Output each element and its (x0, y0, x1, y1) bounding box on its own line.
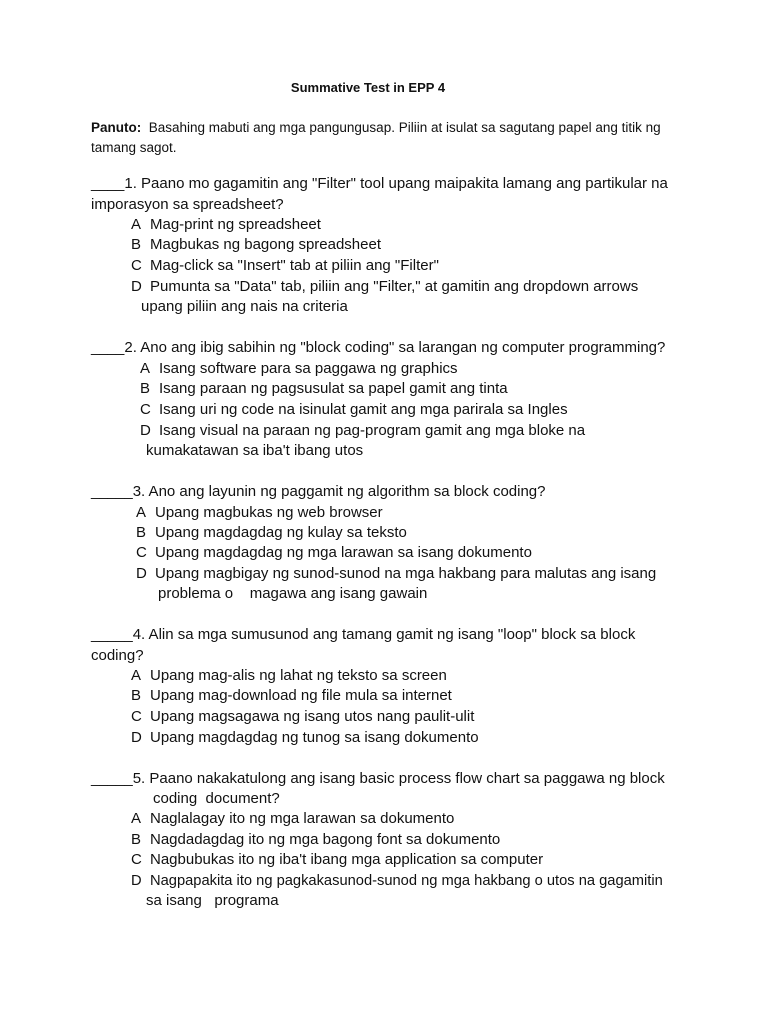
question-4-option-d (131, 728, 479, 749)
instructions-line-1 (91, 118, 691, 138)
option-letter: C (131, 851, 142, 868)
option-letter: C (131, 708, 142, 725)
option-text: Upang mag-alis ng lahat ng teksto sa screen (150, 667, 447, 684)
question-1-option-b (131, 235, 381, 256)
option-letter: A (131, 810, 142, 827)
question-1-text: ____1. Paano mo gagamitin ang "Filter" tool upang maipakita lamang ang partikular na (91, 175, 668, 192)
option-letter: B (131, 687, 142, 704)
question-4-text-continued: coding? (91, 647, 144, 664)
question-3-option-d-continued: problema o magawa ang isang gawain (158, 585, 428, 602)
question-3-option-d (136, 564, 656, 585)
option-letter: A (131, 667, 142, 684)
option-text: Upang magbigay ng sunod-sunod na mga hakbang para malutas ang isang (155, 565, 657, 582)
option-letter: C (136, 544, 147, 561)
question-2-text: ____2. Ano ang ibig sabihin ng "block coding" sa larangan ng computer programming? (91, 339, 666, 356)
option-letter: D (131, 729, 142, 746)
option-text: Isang visual na paraan ng pag-program gamit ang mga bloke na (159, 422, 586, 439)
instructions-text-continued: tamang sagot. (91, 140, 177, 155)
instructions (91, 118, 691, 158)
option-text: Isang software para sa paggawa ng graphics (159, 360, 458, 377)
option-letter: D (136, 565, 147, 582)
page-title: Summative Test in EPP 4 (290, 80, 446, 95)
option-letter: D (131, 873, 142, 889)
option-letter: B (131, 831, 142, 848)
question-1-option-c (131, 256, 439, 277)
question-5-option-c (131, 850, 543, 871)
option-letter: C (140, 401, 151, 418)
option-text: Isang uri ng code na isinulat gamit ang mga parirala sa Ingles (159, 401, 568, 418)
question-5-option-b (131, 830, 500, 851)
option-letter: B (131, 236, 142, 253)
option-text: Magbukas ng bagong spreadsheet (150, 236, 382, 253)
question-4-option-b (131, 686, 452, 707)
question-3-option-c (136, 543, 532, 564)
option-text: Nagdadagdag ito ng mga bagong font sa dokumento (150, 831, 501, 848)
question-1-text-continued: imporasyon sa spreadsheet? (91, 196, 284, 213)
option-text: Mag-click sa "Insert" tab at piliin ang "Filter" (150, 257, 439, 274)
instructions-label: Panuto: (91, 120, 142, 135)
question-1-option-d-continued: upang piliin ang nais na criteria (141, 298, 348, 315)
option-text: Nagbubukas ito ng iba't ibang mga application sa computer (150, 851, 544, 868)
question-2-option-b (140, 379, 508, 400)
question-3-text: _____3. Ano ang layunin ng paggamit ng algorithm sa block coding? (91, 483, 546, 500)
question-4-option-c (131, 707, 474, 728)
question-2-option-c (140, 400, 568, 421)
option-text: Nagpapakita ito ng pagkakasunod-sunod ng mga hakbang o utos na gagamitin (150, 873, 663, 889)
instructions-text: Basahing mabuti ang mga pangungusap. Piliin at isulat sa sagutang papel ang titik ng (148, 120, 661, 135)
question-2-option-d (140, 421, 585, 442)
option-letter: D (131, 278, 142, 295)
question-5-text: _____5. Paano nakakatulong ang isang basic process flow chart sa paggawa ng block (91, 770, 665, 787)
question-4-option-a (131, 666, 447, 687)
option-letter: B (140, 380, 151, 397)
question-1-option-a (131, 215, 321, 236)
option-letter: A (136, 504, 147, 521)
option-text: Upang magbukas ng web browser (155, 504, 383, 521)
option-letter: A (140, 360, 151, 377)
question-3-option-a (136, 503, 383, 524)
option-text: Upang mag-download ng file mula sa internet (150, 687, 452, 704)
option-text: Upang magdagdag ng mga larawan sa isang dokumento (155, 544, 532, 561)
option-text: Pumunta sa "Data" tab, piliin ang "Filter," at gamitin ang dropdown arrows (150, 278, 639, 295)
option-text: Upang magdagdag ng kulay sa teksto (155, 524, 407, 541)
option-text: Isang paraan ng pagsusulat sa papel gamit ang tinta (159, 380, 508, 397)
question-2-option-d-continued: kumakatawan sa iba't ibang utos (146, 442, 364, 459)
option-letter: B (136, 524, 147, 541)
question-4-text: _____4. Alin sa mga sumusunod ang tamang gamit ng isang "loop" block sa block (91, 626, 636, 643)
question-1-option-d (131, 277, 638, 298)
option-text: Upang magsagawa ng isang utos nang paulit-ulit (150, 708, 475, 725)
question-5-text-continued: coding document? (153, 790, 280, 807)
question-5-option-d (131, 871, 663, 892)
question-5-option-d-continued: sa isang programa (146, 892, 279, 909)
option-text: Upang magdagdag ng tunog sa isang dokumento (150, 729, 479, 746)
option-letter: C (131, 257, 142, 274)
question-3-option-b (136, 523, 407, 544)
question-5-option-a (131, 809, 454, 830)
option-text: Naglalagay ito ng mga larawan sa dokumento (150, 810, 455, 827)
question-2-option-a (140, 359, 458, 380)
option-letter: D (140, 422, 151, 439)
option-text: Mag-print ng spreadsheet (150, 216, 321, 233)
option-letter: A (131, 216, 142, 233)
